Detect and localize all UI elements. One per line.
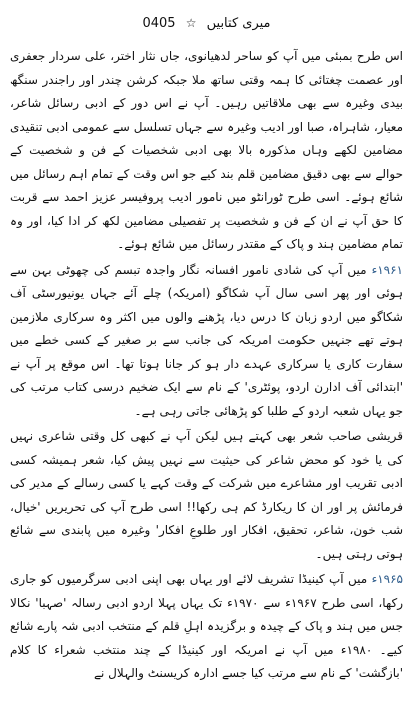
star-icon: ☆ xyxy=(185,16,197,30)
year-marker: ۱۹۶۵ء xyxy=(371,572,403,586)
book-title: میری کتابیں xyxy=(206,16,271,31)
paragraph-3 xyxy=(10,425,403,566)
paragraph-2 xyxy=(10,259,403,424)
paragraph-text: میں آپ کی شادی نامور افسانہ نگار واجدہ تبسم کی چھوٹی بہن سے ہوئی اور پھر اسی سال آپ شکاگو (امریکہ) چلے آئے جہاں یونیورسٹی آف شکاگو میں اردو زبان کا درس دیا، پڑھنے والوں میں اکثر وہ سرکاری ملازمین ہوتے تھے جنہیں حکومت امریکہ کی جانب سے بر صغیر کے کسی خطے میں سفارت کاری یا سرکاری عہدے دار ہو کر جانا ہوتا تھا۔ اس موقع پر آپ نے 'ابتدائی آف ادارن اردو، پوئٹری' کے نام سے ایک ضخیم درسی کتاب مرتب کی جو یہاں شعبہ اردو کے طلبا کو پڑھائی جاتی رہی ہے۔ xyxy=(10,262,403,418)
paragraph-text: اس طرح بمبئی میں آپ کو ساحر لدھیانوی، جاں نثار اختر، علی سردار جعفری اور عصمت چغتائی کا ہمہ وقتی ساتھ ملا جبکہ کرشن چندر اور راجندر سنگھ بیدی وغیرہ سے بھی ملاقاتیں رہیں۔ آپ نے اس دور کے ادبی رسائل شاعر، معیار، شاہراہ، صبا اور ادیب وغیرہ سے جہاں تسلسل سے عمومی ادبی تنقیدی مضامین لکھے وہاں مذکورہ بالا بھی ادبی شخصیات کے فن و شخصیت کے حوالے سے بھی دقیق مضامین قلم بند کیے جو اس وقت کے تمام اہم رسائل میں شائع ہوئے۔ اسی طرح ٹورانٹو میں نامور ادیب پروفیسر عزیز احمد سے قربت کا حق آپ نے ان کے فن و شخصیت پر تفصیلی مضامین لکھ کر ادا کیا، اور وہ تمام مضامین ہند و پاک کے مقتدر رسائل میں شائع ہوئے۔ xyxy=(10,49,403,251)
article-body xyxy=(10,45,403,686)
paragraph-1 xyxy=(10,45,403,257)
paragraph-4 xyxy=(10,568,403,686)
page-code: 0405 xyxy=(142,16,176,31)
page-header xyxy=(10,14,403,33)
paragraph-text: میں آپ کینیڈا تشریف لائے اور یہاں بھی اپنی ادبی سرگرمیوں کو جاری رکھا، اسی طرح ۱۹۶۷ء سے ۱۹۷۰ء تک یہاں پہلا اردو ادبی رسالہ 'صہبا' نکالا جس میں ہند و پاک کے چیدہ و برگزیدہ اہلِ قلم کے منتخب ادبی شہ پارے شائع کیے۔ ۱۹۸۰ء میں آپ نے امریکہ اور کینیڈا کے چند منتخب شعراء کا کلام 'بازگشت' کے نام سے مرتب کیا جسے ادارہ کریسنٹ والہلال نے xyxy=(10,572,403,680)
paragraph-text: قریشی صاحب شعر بھی کہتے ہیں لیکن آپ نے کبھی کل وقتی شاعری نہیں کی یا خود کو محض شاعر کی حیثیت سے نہیں پیش کیا، شعر ہمیشہ کسی ادبی تقریب اور مشاعرے میں شرکت کے وقت کہے یا کسی رسالے کے مدیر کی فرمائش پر اور ان کا ریکارڈ کم ہی رکھا!! اسی طرح آپ کی تحریریں 'خیال، شب خون، شاعر، تحقیق، افکار اور طلوعِ افکار' وغیرہ میں پابندی سے شائع ہوتی رہتی ہیں۔ xyxy=(10,429,403,561)
year-marker: ۱۹۶۱ء xyxy=(371,262,403,277)
